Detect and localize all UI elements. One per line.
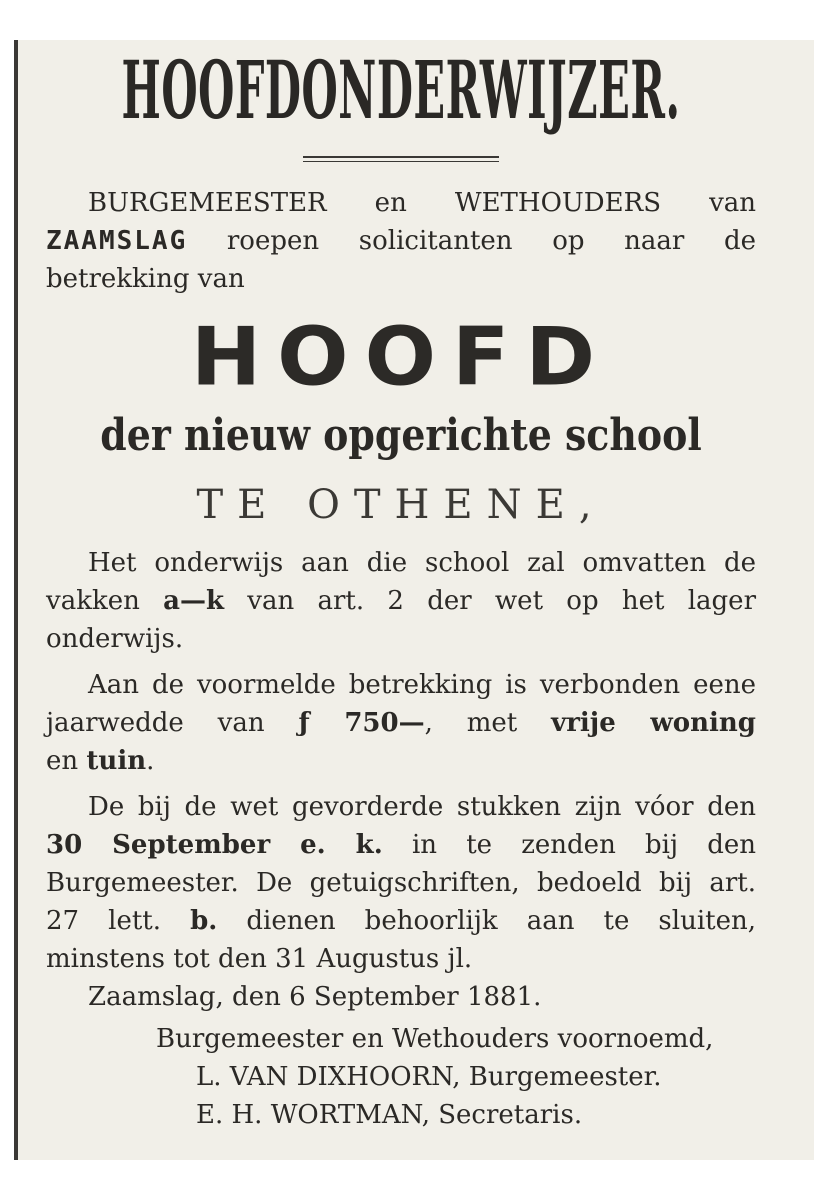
para3-line-4 bbox=[46, 902, 756, 940]
para-text: 27 lett. bbox=[46, 906, 191, 936]
position-title: HOOFD bbox=[190, 310, 612, 404]
garden-benefit: tuin bbox=[86, 746, 147, 776]
place-name: ZAAMSLAG bbox=[46, 226, 188, 256]
signature-mayor: L. VAN DIXHOORN, Burgemeester. bbox=[196, 1062, 662, 1092]
headline: HOOFDONDERWIJZER. bbox=[121, 43, 681, 137]
para-text: dienen behoorlijk aan te sluiten, bbox=[217, 906, 756, 936]
para-text: en bbox=[46, 746, 87, 776]
para2-line-1: Aan de voormelde betrekking is verbonden eene bbox=[88, 670, 756, 700]
intro-text: BURGEMEESTER en WETHOUDERS van bbox=[88, 188, 756, 218]
para2-line-2 bbox=[46, 704, 756, 742]
para2-line-3 bbox=[46, 742, 756, 780]
school-line: der nieuw opgerichte school bbox=[100, 410, 702, 461]
para1-line-1: Het onderwijs aan die school zal omvatten de bbox=[88, 548, 756, 578]
para-text: jaarwedde van bbox=[46, 708, 299, 738]
para3-line-1: De bij de wet gevorderde stukken zijn vóor den bbox=[88, 792, 756, 822]
signature-council: Burgemeester en Wethouders voornoemd, bbox=[156, 1024, 714, 1054]
intro-line-1 bbox=[46, 184, 756, 222]
para-text: van art. 2 der wet op het lager bbox=[223, 586, 756, 616]
paragraph-salary bbox=[46, 666, 756, 780]
deadline: 30 September e. k. bbox=[46, 830, 383, 860]
paragraph-curriculum bbox=[46, 544, 756, 658]
housing-benefit: vrije woning bbox=[551, 708, 756, 738]
subjects-range: a—k bbox=[163, 586, 224, 616]
para-text: , met bbox=[424, 708, 552, 738]
intro-line-2 bbox=[46, 222, 756, 260]
para-text: . bbox=[146, 746, 155, 776]
salary-amount: ƒ 750— bbox=[298, 708, 425, 738]
intro-line-3: betrekking van bbox=[46, 264, 245, 294]
para1-line-3: onderwijs. bbox=[46, 624, 184, 654]
advertisement bbox=[46, 44, 756, 1134]
column-rule bbox=[14, 40, 18, 1160]
para3-line-5: minstens tot den 31 Augustus jl. bbox=[46, 944, 473, 974]
dateline: Zaamslag, den 6 September 1881. bbox=[88, 982, 542, 1012]
para-text: in te zenden bij den bbox=[382, 830, 756, 860]
intro-text: roepen solicitanten op naar de bbox=[187, 226, 756, 256]
signature-secretary: E. H. WORTMAN, Secretaris. bbox=[196, 1100, 583, 1130]
paragraph-documents bbox=[46, 788, 756, 978]
letter-ref: b. bbox=[190, 906, 218, 936]
para3-line-2 bbox=[46, 826, 756, 864]
para1-line-2 bbox=[46, 582, 756, 620]
divider bbox=[303, 156, 499, 162]
para3-line-3: Burgemeester. De getuigschriften, bedoeld bij art. bbox=[46, 868, 756, 898]
para-text: vakken bbox=[46, 586, 164, 616]
location-line: TE OTHENE, bbox=[196, 482, 606, 528]
